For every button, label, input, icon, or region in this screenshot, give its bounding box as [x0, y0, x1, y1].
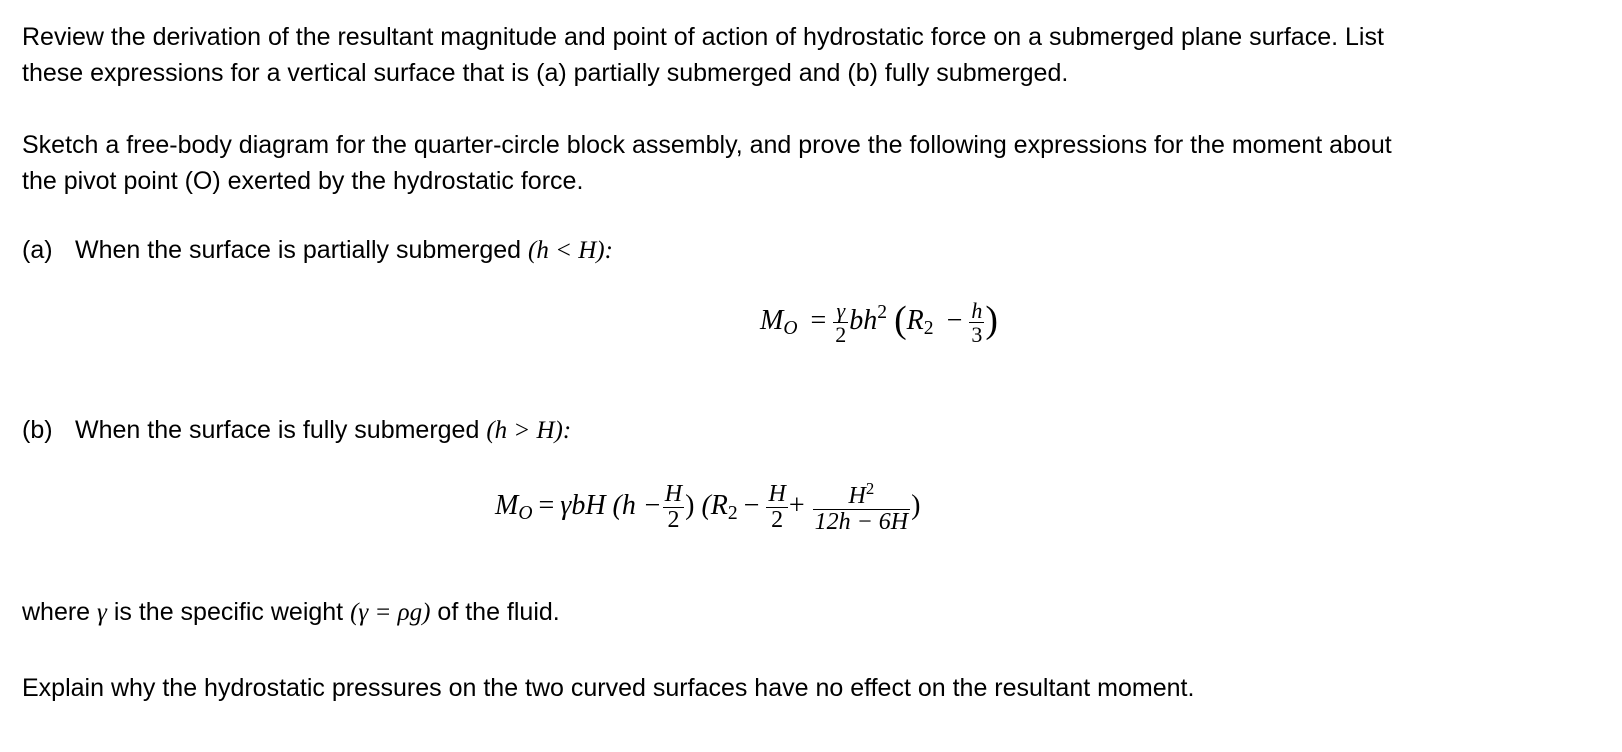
eq-a-frac-h [969, 299, 984, 346]
case-b-text: When the surface is fully submerged [75, 416, 480, 444]
eq-b-frac1-den: 2 [667, 507, 680, 534]
where-symbol: γ [97, 599, 107, 626]
eq-a-equals: = [810, 304, 827, 336]
equation-a [760, 298, 998, 346]
eq-a-lhs: M [760, 304, 784, 336]
eq-b-term1: γbH [560, 490, 606, 522]
eq-a-open: ( [894, 299, 907, 341]
eq-b-frac3-num: H [848, 483, 866, 510]
eq-a-minus: − [946, 304, 963, 336]
case-a-condition: (h < H): [528, 237, 613, 264]
eq-b-close2: ) [911, 490, 921, 522]
eq-a-term: bh [849, 304, 878, 336]
eq-b-frac3-den: 12h − 6H [814, 509, 909, 536]
eq-a-close: ) [985, 299, 998, 341]
eq-a-h-den: 3 [971, 322, 983, 348]
eq-b-lhs-sub: O [518, 503, 533, 525]
case-b-condition: (h > H): [486, 417, 572, 444]
eq-b-frac3-numerator [813, 480, 911, 510]
case-a-label: (a) [22, 236, 53, 264]
sketch-line-2: the pivot point (O) exerted by the hydrostatic force. [22, 167, 584, 195]
eq-a-frac-gamma [833, 299, 848, 346]
eq-b-open1: (h − [612, 490, 662, 522]
eq-b-frac3-sup: 2 [865, 479, 875, 498]
where-line [22, 594, 1582, 631]
eq-a-frac-den: 2 [835, 322, 847, 348]
explain-line [22, 670, 1582, 706]
eq-a-term-sup: 2 [877, 302, 888, 324]
intro-line-1: Review the derivation of the resultant magnitude and point of action of hydrostatic force on a submerged plane surface. List [22, 23, 1384, 51]
where-prefix: where [22, 598, 91, 626]
eq-a-lhs-sub: O [783, 317, 798, 339]
eq-b-close1: ) [685, 490, 695, 522]
eq-b-frac1-num: H [664, 481, 683, 508]
case-b-heading [22, 412, 1582, 449]
eq-b-lhs: M [495, 490, 519, 522]
where-suffix: of the fluid. [437, 598, 560, 626]
sketch-line-1: Sketch a free-body diagram for the quarter-circle block assembly, and prove the following expressions for the moment about [22, 131, 1392, 159]
eq-b-open2: (R [701, 490, 728, 522]
eq-b-r-sub: 2 [727, 503, 738, 525]
eq-b-frac2 [766, 482, 787, 533]
intro-line-2: these expressions for a vertical surface that is (a) partially submerged and (b) fully submerged. [22, 59, 1069, 87]
eq-b-frac2-num: H [768, 481, 786, 508]
eq-a-frac-num: γ [833, 299, 848, 323]
eq-b-minus2: − [743, 490, 760, 522]
case-a-heading [22, 232, 1582, 269]
equation-b [495, 480, 920, 536]
eq-a-h-num: h [971, 297, 983, 323]
case-a-text: When the surface is partially submerged [75, 236, 522, 264]
eq-a-r-sub: 2 [923, 317, 934, 339]
eq-b-equals: = [538, 490, 555, 522]
where-formula: (γ = ρg) [350, 599, 431, 626]
case-b-label: (b) [22, 416, 53, 444]
eq-b-frac3 [813, 480, 911, 536]
sketch-paragraph [22, 127, 1582, 199]
intro-paragraph [22, 19, 1582, 91]
eq-a-r: R [906, 304, 924, 336]
where-middle: is the specific weight [113, 598, 344, 626]
eq-b-frac1 [663, 482, 684, 533]
explain-text: Explain why the hydrostatic pressures on the two curved surfaces have no effect on the resultant moment. [22, 674, 1195, 702]
eq-b-plus: + [788, 490, 805, 522]
eq-b-frac2-den: 2 [771, 507, 784, 534]
